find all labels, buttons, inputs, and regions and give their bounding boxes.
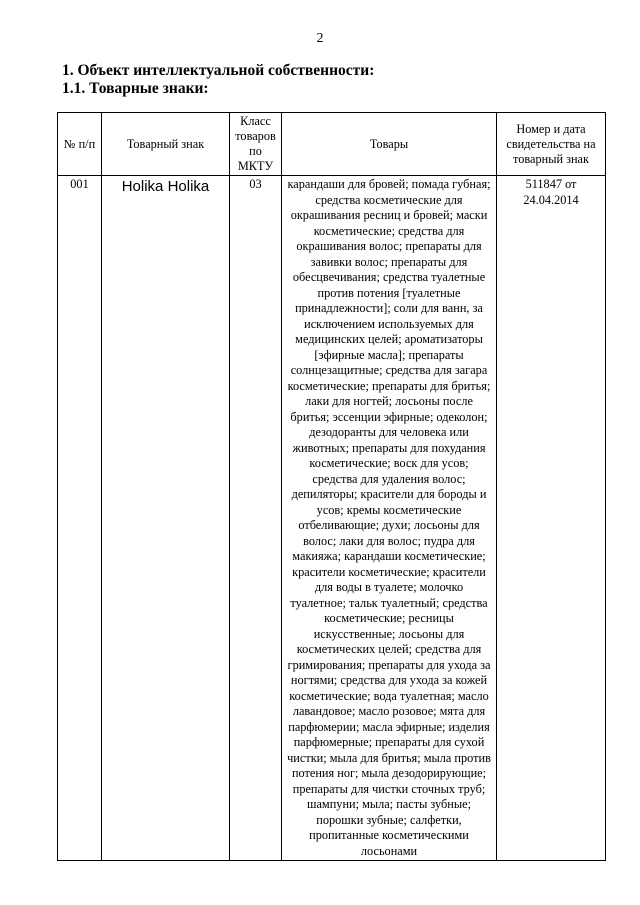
- header-number: № п/п: [58, 113, 102, 176]
- header-trademark: Товарный знак: [102, 113, 230, 176]
- page-number: 2: [316, 31, 324, 46]
- header-certificate: Номер и дата свидетельства на товарный знак: [497, 113, 606, 176]
- header-goods: Товары: [282, 113, 497, 176]
- cell-number: 001: [58, 176, 102, 861]
- trademark-name: Holika Holika: [121, 178, 210, 195]
- cell-certificate: 511847 от 24.04.2014: [497, 176, 606, 861]
- table-header-row: [58, 113, 606, 176]
- cell-goods: карандаши для бровей; помада губная; средства косметические для окрашивания ресниц и бровей; маски косметические; средства для окрашивания волос; препараты для завивки волос; препараты для обесцвечивания; средства туалетные против потения [туалетные принадлежности]; соли для ванн, за исключением используемых для медицинских целей; ароматизаторы [эфирные масла]; препараты солнцезащитные; средства для загара косметические; препараты для бритья; лаки для ногтей; лосьоны после бритья; эссенции эфирные; одеколон; дезодоранты для человека или животных; препараты для похудания косметические; воск для усов; средства для удаления волос; депиляторы; красители для бороды и усов; кремы косметические отбеливающие; духи; лосьоны для волос; лаки для волос; пудра для макияжа; карандаши косметические; красители косметические; красители для воды в туалете; молочко туалетное; тальк туалетный; средства косметические; ресницы искусственные; лосьоны для косметических целей; средства для гримирования; препараты для ухода за ногтями; средства для ухода за кожей косметические; вода туалетная; масло лавандовое; масло розовое; мята для парфюмерии; масла эфирные; изделия парфюмерные; препараты для сухой чистки; мыла для бритья; мыла против потения ног; мыла дезодорирующие; препараты для чистки сточных труб; шампуни; мыла; пасты зубные; порошки зубные; салфетки, пропитанные косметическими лосьонами: [282, 176, 497, 861]
- section-heading: 1. Объект интеллектуальной собственности:: [62, 62, 375, 79]
- header-class: Класс товаров по МКТУ: [230, 113, 282, 176]
- trademark-table: [57, 112, 606, 861]
- cell-class: 03: [230, 176, 282, 861]
- cell-trademark: [102, 176, 230, 861]
- subsection-heading: 1.1. Товарные знаки:: [62, 80, 209, 97]
- table-row: [58, 176, 606, 861]
